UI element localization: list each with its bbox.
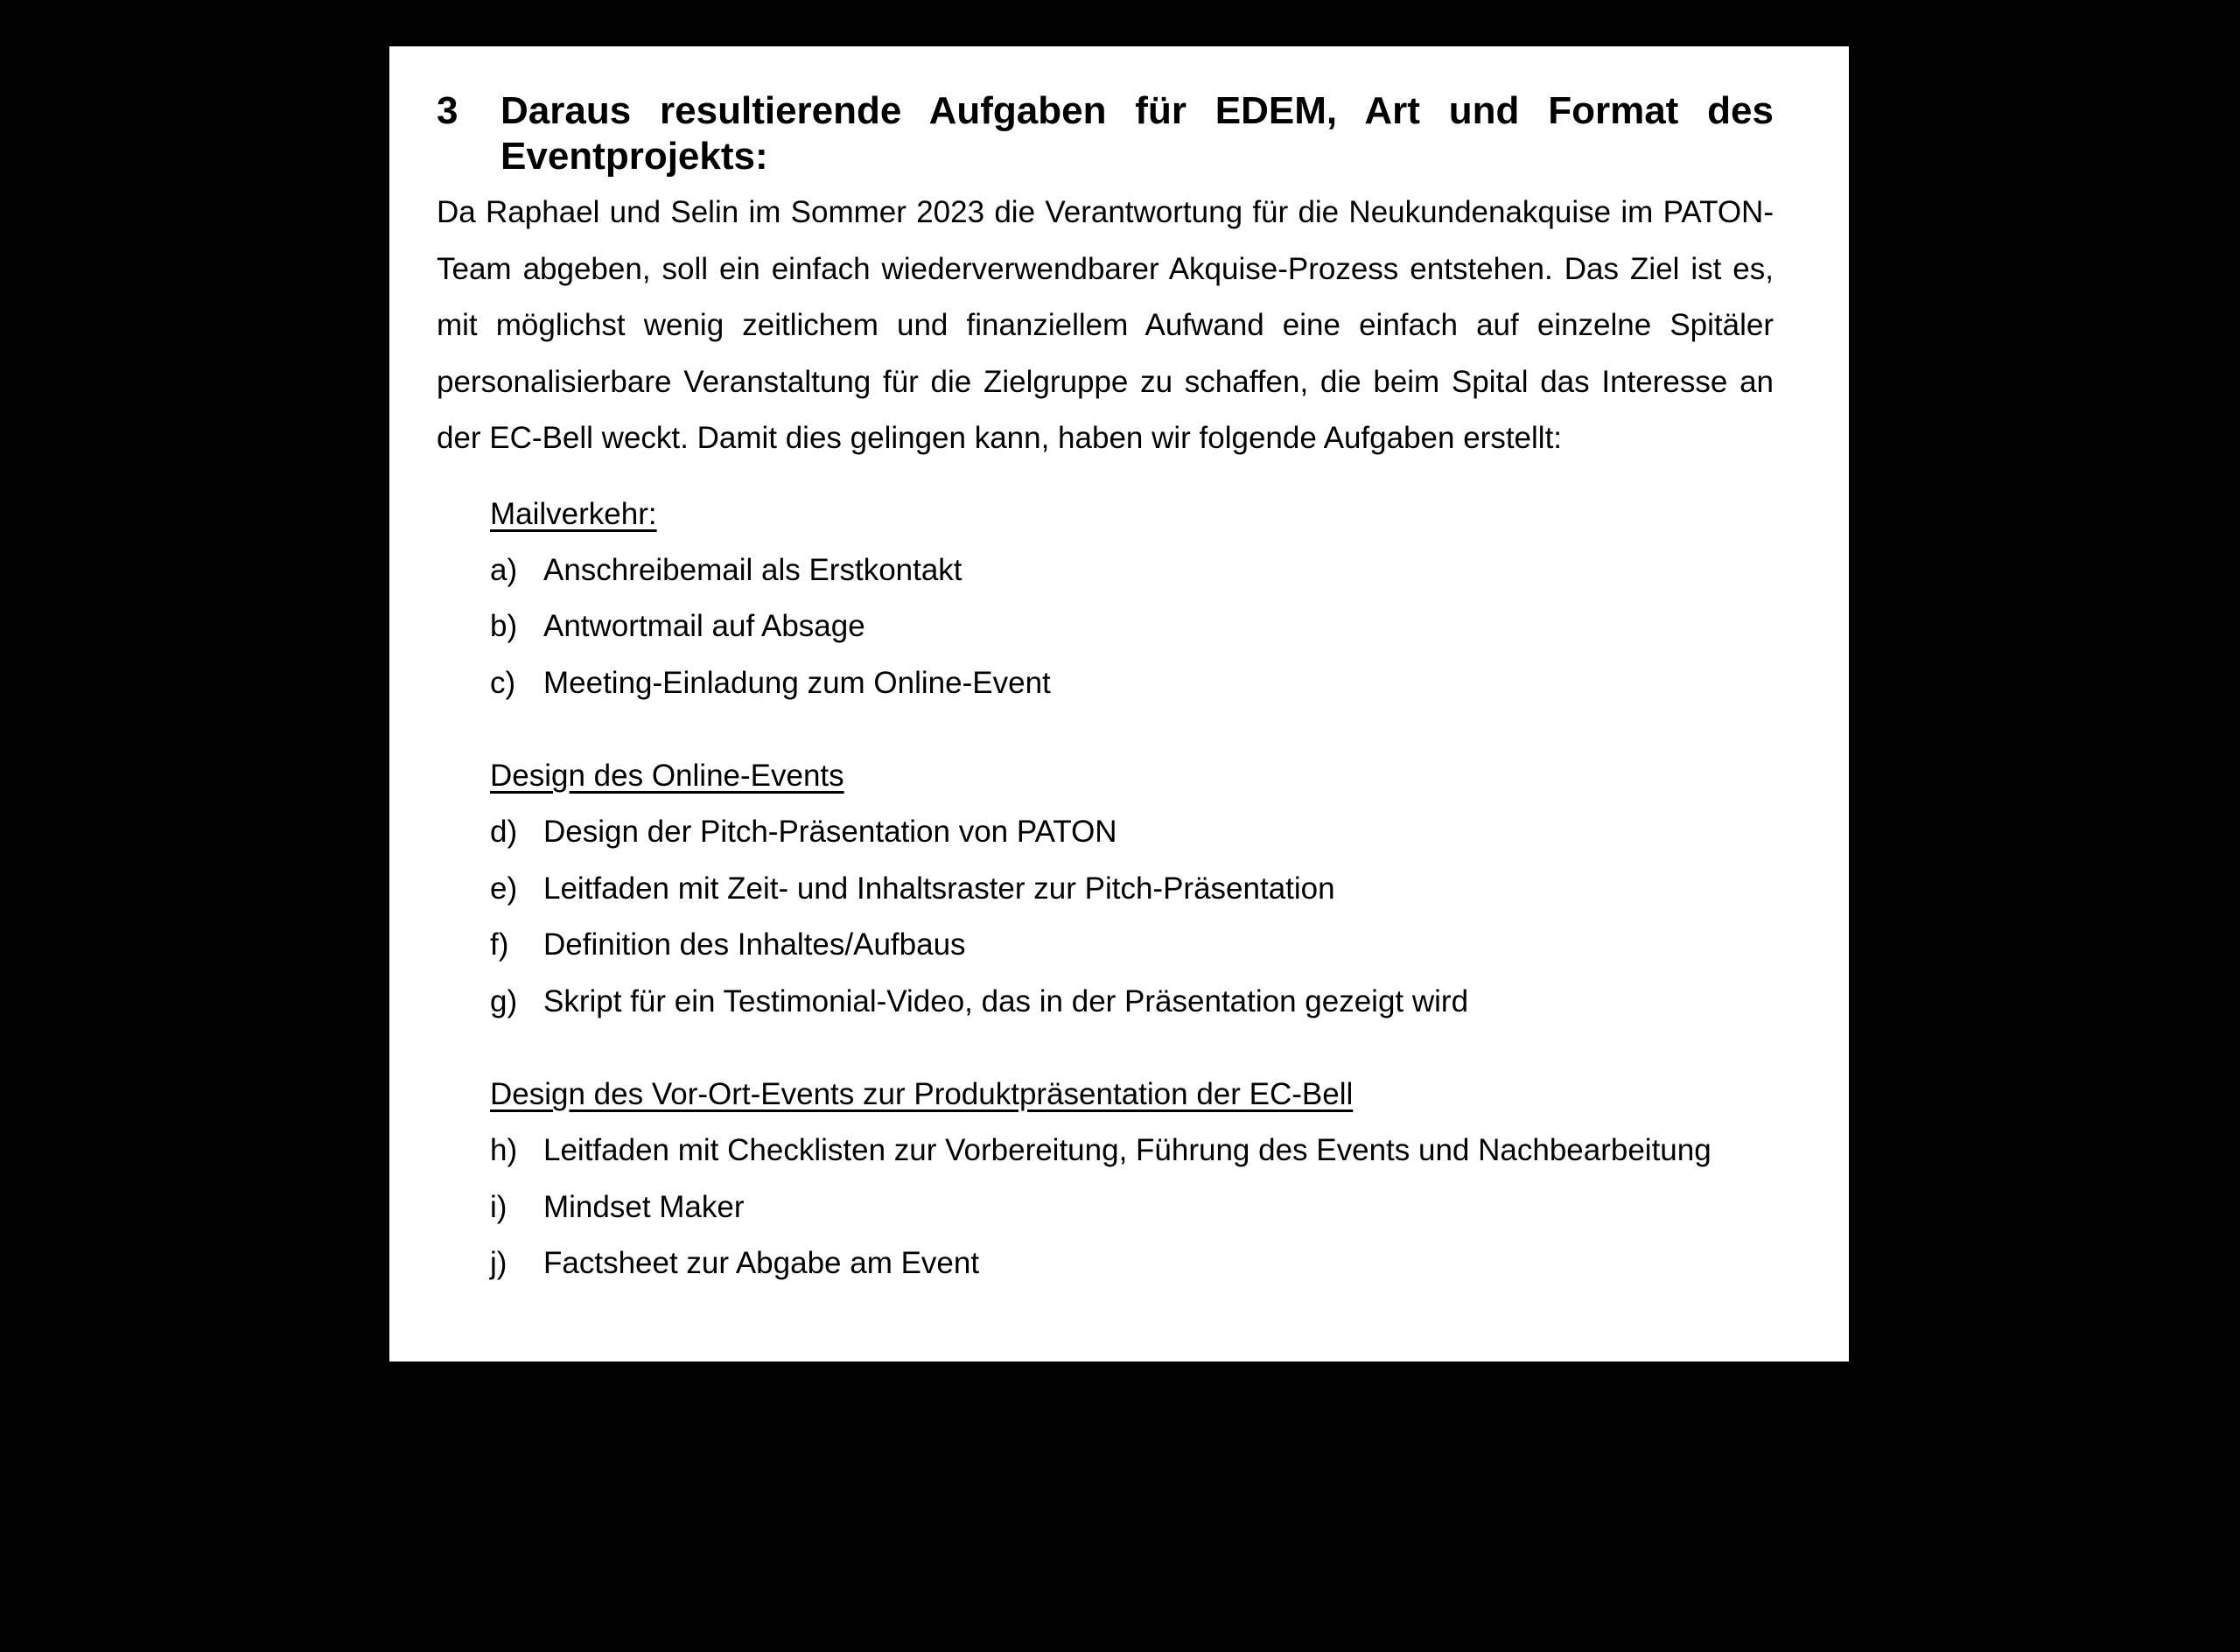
list-item-text: Design der Pitch-Präsentation von PATON — [543, 815, 1117, 849]
list-marker: i) — [490, 1189, 508, 1224]
section-number: 3 — [437, 89, 458, 132]
section-mailverkehr — [490, 486, 1774, 712]
list-marker: b) — [490, 609, 518, 643]
list-marker: a) — [490, 552, 518, 587]
list-item — [490, 861, 1774, 918]
list-item-text: Skript für ein Testimonial-Video, das in der Präsentation gezeigt wird — [543, 984, 1469, 1018]
list-item — [490, 542, 1774, 599]
list-item — [490, 1180, 1774, 1236]
list-item — [490, 1123, 1774, 1180]
list-item-text: Definition des Inhaltes/Aufbaus — [543, 928, 966, 962]
list-marker: j) — [490, 1246, 508, 1280]
subsection-title: Design des Vor-Ort-Events zur Produktpräsentation der EC-Bell — [490, 1077, 1354, 1111]
task-list — [490, 1123, 1774, 1292]
list-marker: e) — [490, 871, 518, 906]
list-item — [490, 598, 1774, 655]
list-marker: h) — [490, 1133, 518, 1167]
list-item — [490, 804, 1774, 861]
list-marker: f) — [490, 928, 509, 962]
list-marker: d) — [490, 815, 518, 849]
list-item-text: Meeting-Einladung zum Online-Event — [543, 665, 1051, 700]
list-item-text: Antwortmail auf Absage — [543, 609, 865, 643]
section-vor-ort-event — [490, 1067, 1774, 1292]
list-item-text: Factsheet zur Abgabe am Event — [543, 1246, 980, 1280]
section-heading — [437, 88, 1774, 179]
list-marker: c) — [490, 665, 516, 700]
list-item — [490, 917, 1774, 974]
list-item — [490, 1236, 1774, 1292]
list-item-text: Anschreibemail als Erstkontakt — [543, 552, 962, 587]
list-marker: g) — [490, 984, 518, 1018]
document-page — [389, 46, 1849, 1362]
intro-paragraph: Da Raphael und Selin im Sommer 2023 die Verantwortung für die Neukundenakquise im PATON-Team abgeben, soll ein einfach wiederverwendbarer Akquise-Prozess entstehen. Das Ziel ist es, mit möglichst wenig zeitlichem und finanziellem Aufwand eine einfach auf einzelne Spitäler personalisierbare Veranstaltung für die Zielgruppe zu schaffen, die beim Spital das Interesse an der EC-Bell weckt. Damit dies gelingen kann, haben wir folgende Aufgaben erstellt: — [437, 195, 1774, 455]
task-list — [490, 542, 1774, 712]
section-online-event — [490, 748, 1774, 1030]
list-item — [490, 655, 1774, 712]
list-item-text: Mindset Maker — [543, 1189, 745, 1224]
list-item-text: Leitfaden mit Zeit- und Inhaltsraster zur Pitch-Präsentation — [543, 871, 1335, 906]
subsection-title: Mailverkehr: — [490, 496, 657, 531]
subsection-title: Design des Online-Events — [490, 759, 844, 793]
task-list — [490, 804, 1774, 1030]
list-item — [490, 974, 1774, 1031]
list-item-text: Leitfaden mit Checklisten zur Vorbereitung, Führung des Events und Nachbearbeitung — [543, 1133, 1712, 1167]
section-title: Daraus resultierende Aufgaben für EDEM, Art und Format des Eventprojekts: — [500, 89, 1774, 178]
